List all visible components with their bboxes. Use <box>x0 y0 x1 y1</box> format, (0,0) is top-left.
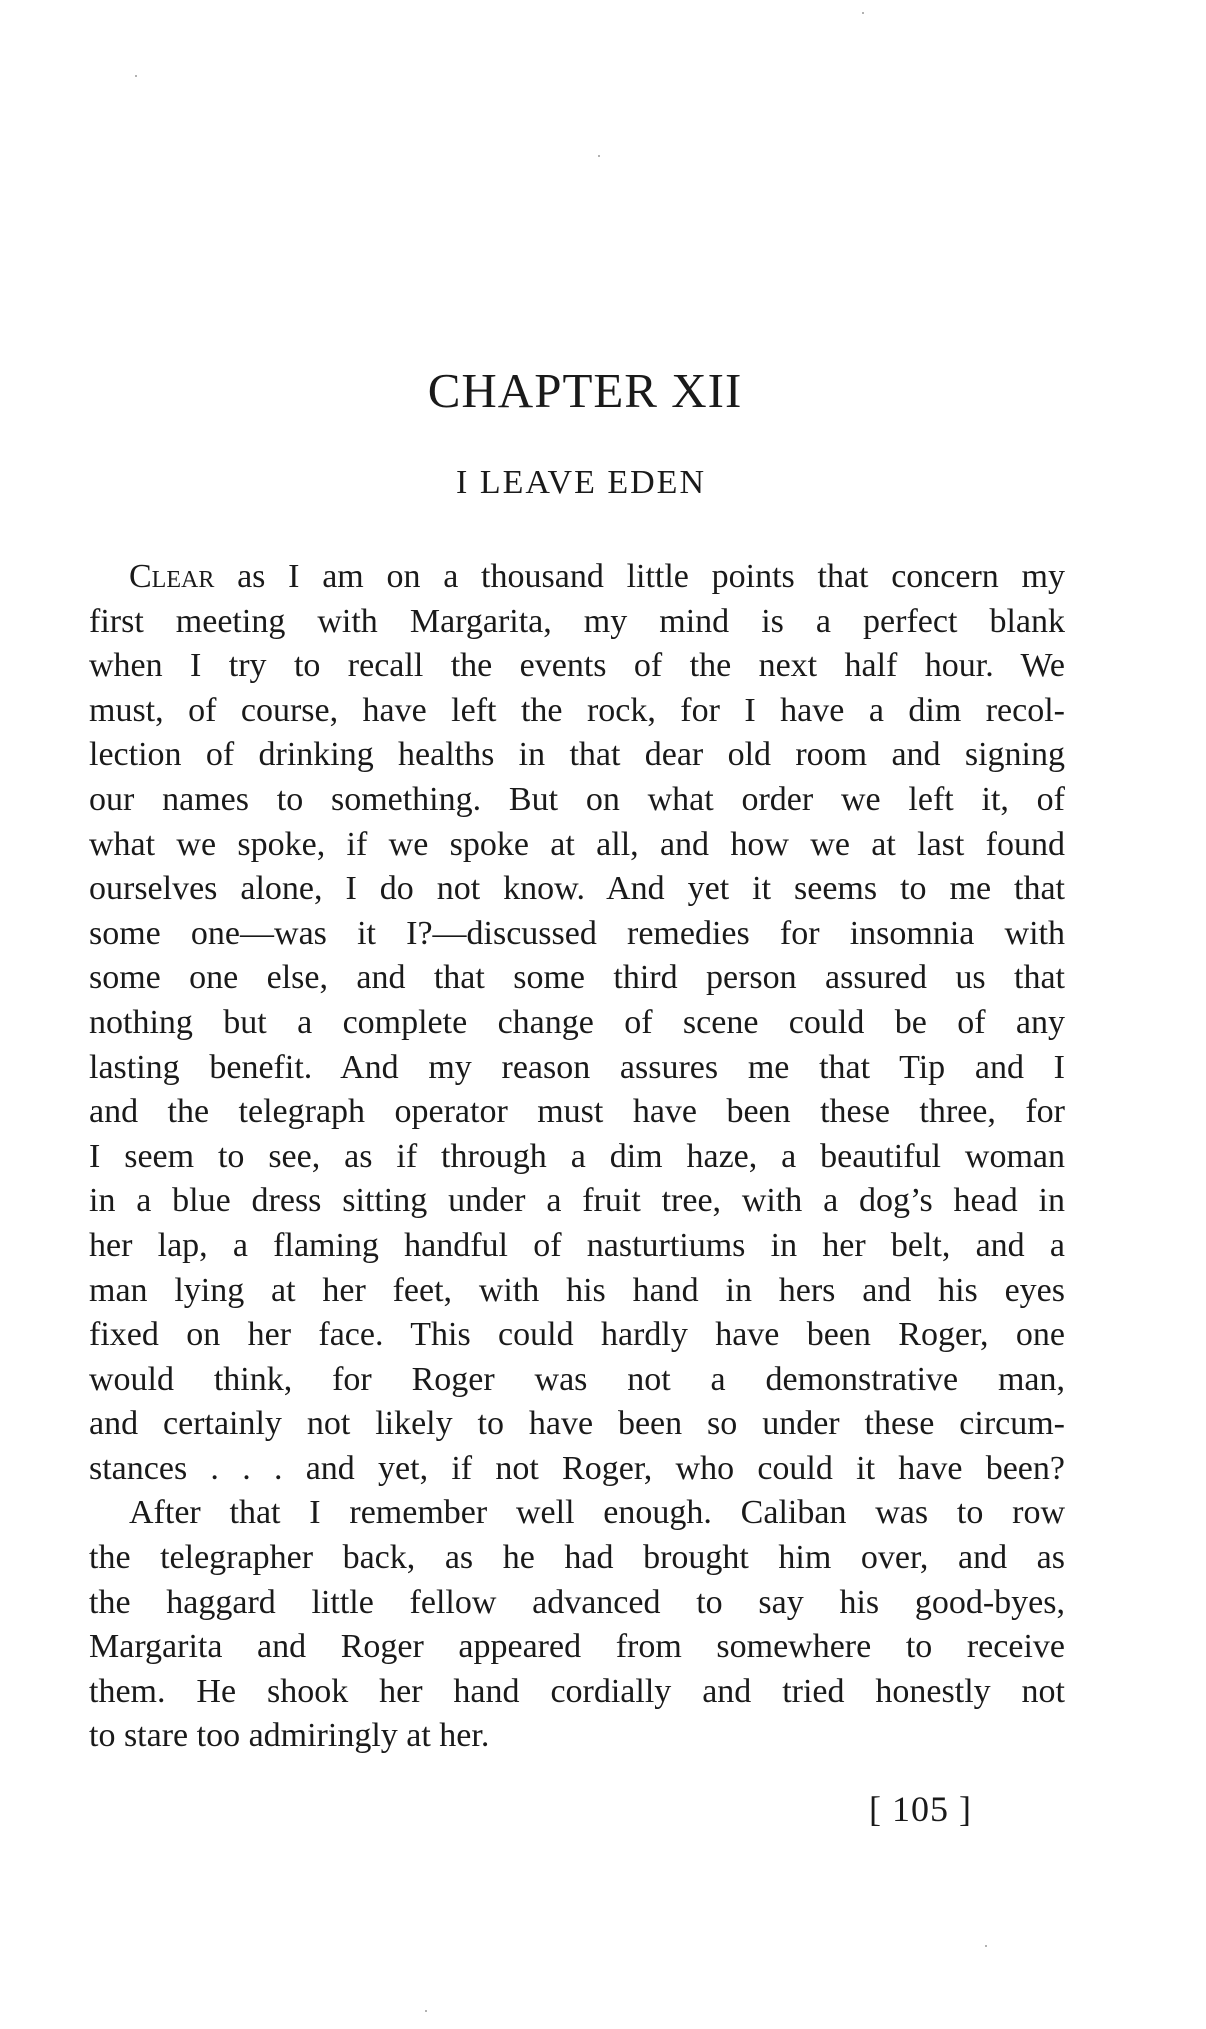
text-line: I seem to see, as if through a dim haze, a beautiful woman <box>89 1137 1065 1175</box>
text-line: some one—was it I?—discussed remedies for insomnia with <box>89 914 1065 952</box>
text-line: fixed on her face. This could hardly have been Roger, one <box>89 1316 1065 1354</box>
page-number: [ 105 ] <box>869 1789 972 1829</box>
text-line: lasting benefit. And my reason assures me that Tip and I <box>89 1048 1065 1086</box>
text-line: man lying at her feet, with his hand in hers and his eyes <box>89 1271 1065 1309</box>
text-line: in a blue dress sitting under a fruit tree, with a dog’s head in <box>89 1182 1065 1220</box>
text-line: to stare too admiringly at her. <box>89 1717 490 1755</box>
paper-speck <box>985 1945 987 1947</box>
text-line: some one else, and that some third person assured us that <box>89 959 1065 997</box>
text-line: them. He shook her hand cordially and tried honestly not <box>89 1672 1065 1710</box>
text-line: our names to something. But on what order we left it, of <box>89 780 1065 818</box>
text-line: the telegrapher back, as he had brought him over, and as <box>89 1539 1065 1577</box>
text-line: what we spoke, if we spoke at all, and how we at last found <box>89 825 1065 863</box>
text-line: first meeting with Margarita, my mind is a perfect blank <box>89 602 1065 640</box>
text-line <box>89 555 1065 600</box>
paper-speck <box>862 12 864 14</box>
text-line-rest: as I am on a thousand little points that concern my <box>214 558 1065 595</box>
paper-speck <box>598 155 600 157</box>
text-line: ourselves alone, I do not know. And yet it seems to me that <box>89 870 1065 908</box>
paper-speck <box>135 75 137 77</box>
text-line: stances . . . and yet, if not Roger, who could it have been? <box>89 1449 1065 1487</box>
text-line: Margarita and Roger appeared from somewhere to receive <box>89 1628 1065 1666</box>
chapter-title: CHAPTER XII <box>427 363 743 418</box>
text-line: her lap, a flaming handful of nasturtiums in her belt, and a <box>89 1226 1065 1264</box>
text-line: must, of course, have left the rock, for I have a dim recol- <box>89 691 1065 729</box>
text-line: when I try to recall the events of the next half hour. We <box>89 647 1065 685</box>
paper-speck <box>425 2010 427 2012</box>
text-line: would think, for Roger was not a demonstrative man, <box>89 1360 1065 1398</box>
text-line: and certainly not likely to have been so under these circum- <box>89 1405 1065 1443</box>
text-line: and the telegraph operator must have been these three, for <box>89 1093 1065 1131</box>
text-line: nothing but a complete change of scene could be of any <box>89 1003 1065 1041</box>
text-line: lection of drinking healths in that dear old room and signing <box>89 736 1065 774</box>
text-line: the haggard little fellow advanced to say his good-byes, <box>89 1583 1065 1621</box>
drop-word: Clear <box>129 558 215 595</box>
body-text <box>89 555 1065 1759</box>
text-line: After that I remember well enough. Caliban was to row <box>129 1494 1065 1532</box>
chapter-subtitle: I LEAVE EDEN <box>456 464 706 501</box>
